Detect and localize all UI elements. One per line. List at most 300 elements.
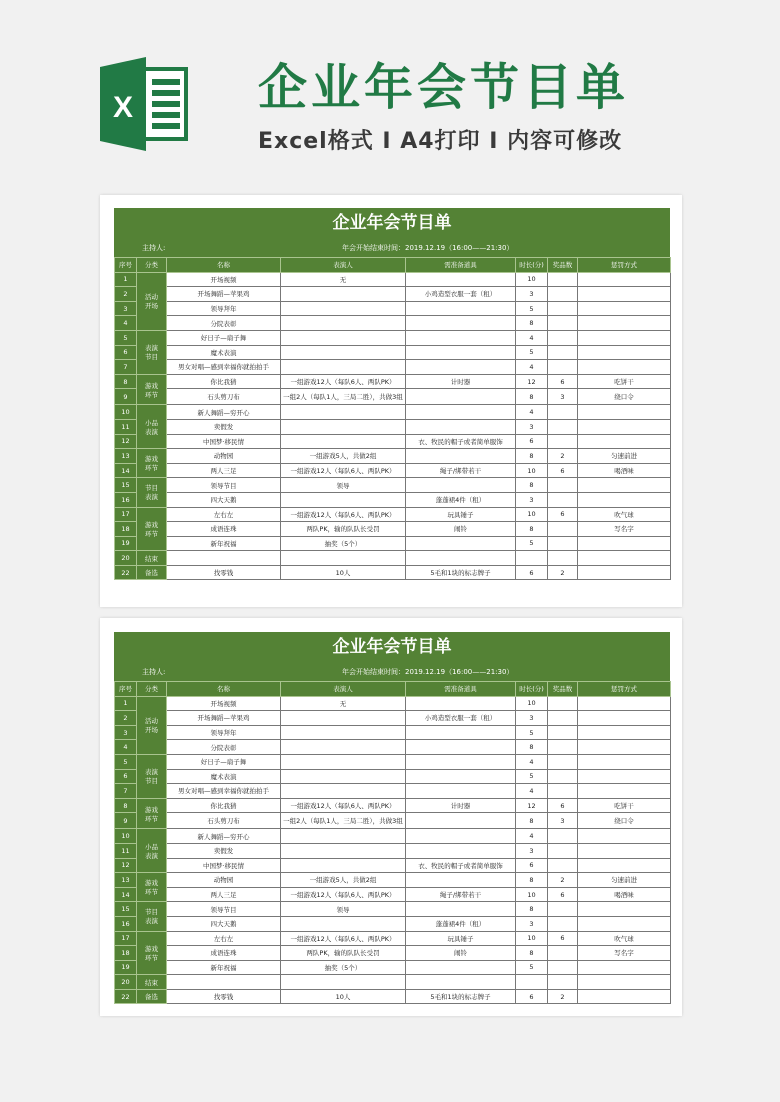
table-cell[interactable]: 蓬蓬裙4件（租） <box>406 492 516 507</box>
table-cell[interactable] <box>548 551 578 566</box>
row-number: 9 <box>115 389 137 405</box>
row-number: 2 <box>115 711 137 726</box>
table-cell[interactable]: 5 <box>516 536 548 551</box>
row-number: 19 <box>115 536 137 551</box>
table-cell[interactable] <box>281 434 406 449</box>
table-cell[interactable]: 10 <box>516 272 548 287</box>
table-cell[interactable]: 两人三足 <box>167 887 281 902</box>
table-cell[interactable]: 匀速前进 <box>578 449 671 464</box>
row-number: 6 <box>115 769 137 784</box>
table-row <box>115 565 671 580</box>
table-cell[interactable] <box>406 829 516 844</box>
table-cell[interactable]: 卖假发 <box>167 843 281 858</box>
event-time: 年会开始结束时间：2019.12.19（16:00——21:30） <box>342 668 514 676</box>
table-cell[interactable]: 新年祝福 <box>167 536 281 551</box>
table-cell[interactable] <box>578 360 671 375</box>
table-cell[interactable] <box>406 478 516 493</box>
table-cell[interactable] <box>281 975 406 990</box>
table-cell[interactable]: 抽奖（5个） <box>281 536 406 551</box>
table-cell[interactable]: 找零钱 <box>167 989 281 1004</box>
category-label: 表演 <box>145 851 158 860</box>
table-cell[interactable] <box>406 696 516 711</box>
table-cell[interactable]: 6 <box>516 434 548 449</box>
table-cell[interactable] <box>406 345 516 360</box>
table-cell[interactable] <box>578 330 671 345</box>
table-cell[interactable]: 无 <box>281 696 406 711</box>
table-cell[interactable] <box>578 858 671 873</box>
table-cell[interactable]: 新人舞蹈—穷开心 <box>167 405 281 420</box>
table-cell[interactable]: 8 <box>516 813 548 829</box>
table-cell[interactable] <box>578 478 671 493</box>
table-cell[interactable]: 一组游戏12人（每队6人、两队PK） <box>281 463 406 478</box>
table-cell[interactable] <box>578 725 671 740</box>
table-cell[interactable] <box>578 287 671 302</box>
table-cell[interactable]: 玩具锤子 <box>406 931 516 946</box>
table-cell[interactable]: 8 <box>516 873 548 888</box>
table-cell[interactable]: 四大天鹅 <box>167 492 281 507</box>
table-cell[interactable]: 10 <box>516 887 548 902</box>
table-cell[interactable]: 领导节目 <box>167 902 281 917</box>
table-cell[interactable] <box>578 740 671 755</box>
table-cell[interactable] <box>578 536 671 551</box>
table-cell[interactable] <box>281 843 406 858</box>
table-cell[interactable]: 两队PK，输的队队长受罚 <box>281 946 406 961</box>
table-cell[interactable]: 3 <box>548 389 578 405</box>
table-cell[interactable] <box>281 301 406 316</box>
table-cell[interactable] <box>406 754 516 769</box>
table-cell[interactable] <box>548 492 578 507</box>
table-cell[interactable]: 石头剪刀布 <box>167 389 281 405</box>
table-row <box>115 975 671 990</box>
table-cell[interactable]: 10人 <box>281 989 406 1004</box>
table-cell[interactable]: 两队PK，输的队队长受罚 <box>281 522 406 537</box>
category-label: 环节 <box>145 953 158 962</box>
table-cell[interactable]: 中国梦·移民情 <box>167 434 281 449</box>
table-cell[interactable] <box>406 301 516 316</box>
column-header: 名称 <box>167 682 281 697</box>
table-cell[interactable]: 中国梦·移民情 <box>167 858 281 873</box>
table-cell[interactable]: 两人三足 <box>167 463 281 478</box>
table-cell[interactable] <box>281 740 406 755</box>
table-cell[interactable]: 一组游戏12人（每队6人、两队PK） <box>281 507 406 522</box>
column-header: 奖品数 <box>548 682 578 697</box>
table-cell[interactable]: 吃饼干 <box>578 798 671 813</box>
table-cell[interactable] <box>578 272 671 287</box>
table-cell[interactable]: 一组2人（每队1人，三局二胜），共做3组 <box>281 389 406 405</box>
table-cell[interactable]: 12 <box>516 798 548 813</box>
table-cell[interactable]: 2 <box>548 989 578 1004</box>
table-cell[interactable] <box>406 902 516 917</box>
table-cell[interactable]: 6 <box>548 931 578 946</box>
table-cell[interactable]: 衣、牧民的帽子或者简单服饰 <box>406 434 516 449</box>
table-cell[interactable]: 魔术表演 <box>167 345 281 360</box>
table-cell[interactable] <box>578 345 671 360</box>
table-cell[interactable] <box>281 784 406 799</box>
table-cell[interactable]: 动物园 <box>167 873 281 888</box>
table-cell[interactable] <box>548 536 578 551</box>
table-cell[interactable] <box>548 287 578 302</box>
table-cell[interactable] <box>406 740 516 755</box>
table-cell[interactable] <box>548 419 578 434</box>
table-cell[interactable]: 好日子—扇子舞 <box>167 330 281 345</box>
table-cell[interactable] <box>167 975 281 990</box>
table-cell[interactable] <box>548 522 578 537</box>
table-cell[interactable]: 2 <box>548 565 578 580</box>
table-cell[interactable] <box>406 405 516 420</box>
table-cell[interactable] <box>281 316 406 331</box>
table-cell[interactable] <box>548 696 578 711</box>
table-cell[interactable] <box>281 858 406 873</box>
table-cell[interactable]: 绳子/绑带若干 <box>406 887 516 902</box>
row-number: 15 <box>115 478 137 493</box>
table-cell[interactable]: 成语连珠 <box>167 946 281 961</box>
table-cell[interactable] <box>406 843 516 858</box>
table-cell[interactable] <box>548 975 578 990</box>
table-cell[interactable]: 绕口令 <box>578 813 671 829</box>
table-cell[interactable]: 3 <box>516 711 548 726</box>
table-cell[interactable]: 新人舞蹈—穷开心 <box>167 829 281 844</box>
table-cell[interactable] <box>516 975 548 990</box>
category-label: 环节 <box>145 529 158 538</box>
table-cell[interactable] <box>578 754 671 769</box>
table-cell[interactable] <box>548 960 578 975</box>
table-cell[interactable]: 10 <box>516 696 548 711</box>
category-label: 表演 <box>145 427 158 436</box>
row-number: 4 <box>115 740 137 755</box>
table-cell[interactable]: 4 <box>516 360 548 375</box>
table-cell[interactable] <box>281 492 406 507</box>
table-cell[interactable] <box>406 873 516 888</box>
table-cell[interactable] <box>578 551 671 566</box>
table-cell[interactable] <box>548 316 578 331</box>
table-cell[interactable] <box>548 725 578 740</box>
table-cell[interactable]: 10 <box>516 463 548 478</box>
table-cell[interactable] <box>281 345 406 360</box>
table-cell[interactable] <box>406 419 516 434</box>
table-cell[interactable]: 8 <box>516 389 548 405</box>
table-cell[interactable]: 一组游戏12人（每队6人、两队PK） <box>281 931 406 946</box>
table-cell[interactable]: 卖假发 <box>167 419 281 434</box>
category-label: 结束 <box>145 554 158 563</box>
table-cell[interactable]: 4 <box>516 829 548 844</box>
table-cell[interactable] <box>548 301 578 316</box>
table-cell[interactable] <box>578 696 671 711</box>
table-cell[interactable]: 新年祝福 <box>167 960 281 975</box>
table-cell[interactable]: 绕口令 <box>578 389 671 405</box>
table-cell[interactable] <box>406 551 516 566</box>
table-cell[interactable]: 你比我猜 <box>167 798 281 813</box>
table-cell[interactable] <box>578 843 671 858</box>
table-cell[interactable] <box>548 711 578 726</box>
row-number: 1 <box>115 696 137 711</box>
table-row <box>115 696 671 711</box>
table-cell[interactable] <box>578 565 671 580</box>
table-cell[interactable]: 一组2人（每队1人，三局二胜），共做3组 <box>281 813 406 829</box>
table-cell[interactable]: 一组游戏12人（每队6人、两队PK） <box>281 887 406 902</box>
table-cell[interactable] <box>578 975 671 990</box>
table-cell[interactable] <box>281 829 406 844</box>
table-cell[interactable] <box>548 434 578 449</box>
category-label: 游戏 <box>145 381 158 390</box>
table-cell[interactable] <box>548 345 578 360</box>
row-number: 16 <box>115 916 137 931</box>
table-cell[interactable] <box>548 272 578 287</box>
table-cell[interactable] <box>548 740 578 755</box>
table-row <box>115 374 671 389</box>
table-cell[interactable]: 衣、牧民的帽子或者简单服饰 <box>406 858 516 873</box>
table-cell[interactable] <box>548 784 578 799</box>
table-cell[interactable]: 左右左 <box>167 507 281 522</box>
table-cell[interactable] <box>406 389 516 405</box>
table-cell[interactable]: 3 <box>516 916 548 931</box>
category-label: 活动 <box>145 717 158 726</box>
table-row <box>115 916 671 931</box>
table-cell[interactable] <box>406 725 516 740</box>
table-cell[interactable]: 3 <box>548 813 578 829</box>
row-number: 13 <box>115 449 137 464</box>
row-number: 12 <box>115 434 137 449</box>
table-cell[interactable]: 吹气球 <box>578 931 671 946</box>
table-cell[interactable] <box>281 287 406 302</box>
table-cell[interactable]: 四大天鹅 <box>167 916 281 931</box>
table-cell[interactable]: 4 <box>516 784 548 799</box>
table-cell[interactable]: 6 <box>548 507 578 522</box>
table-cell[interactable]: 10 <box>516 507 548 522</box>
table-cell[interactable]: 一组游戏5人，共做2组 <box>281 449 406 464</box>
table-cell[interactable]: 8 <box>516 946 548 961</box>
table-cell[interactable]: 8 <box>516 316 548 331</box>
table-cell[interactable]: 开场视频 <box>167 696 281 711</box>
table-cell[interactable]: 蓬蓬裙4件（租） <box>406 916 516 931</box>
table-cell[interactable] <box>406 536 516 551</box>
table-cell[interactable] <box>548 478 578 493</box>
table-cell[interactable] <box>578 492 671 507</box>
table-cell[interactable] <box>281 330 406 345</box>
table-cell[interactable]: 12 <box>516 374 548 389</box>
table-cell[interactable] <box>281 405 406 420</box>
table-cell[interactable]: 开场视频 <box>167 272 281 287</box>
table-cell[interactable]: 6 <box>516 858 548 873</box>
table-cell[interactable] <box>578 989 671 1004</box>
table-cell[interactable] <box>578 316 671 331</box>
table-cell[interactable]: 6 <box>516 989 548 1004</box>
table-cell[interactable]: 小鸡造型衣服一套（租） <box>406 287 516 302</box>
table-cell[interactable]: 左右左 <box>167 931 281 946</box>
table-cell[interactable] <box>516 551 548 566</box>
row-number: 17 <box>115 507 137 522</box>
table-cell[interactable] <box>578 916 671 931</box>
table-cell[interactable] <box>578 434 671 449</box>
row-number: 13 <box>115 873 137 888</box>
table-cell[interactable]: 2 <box>548 449 578 464</box>
column-header: 表演人 <box>281 682 406 697</box>
table-cell[interactable] <box>281 551 406 566</box>
table-cell[interactable]: 你比我猜 <box>167 374 281 389</box>
table-cell[interactable] <box>548 916 578 931</box>
table-cell[interactable]: 5毛和1块的标志牌子 <box>406 989 516 1004</box>
table-cell[interactable]: 找零钱 <box>167 565 281 580</box>
table-cell[interactable]: 3 <box>516 419 548 434</box>
category-cell <box>137 449 167 478</box>
table-cell[interactable]: 10人 <box>281 565 406 580</box>
table-cell[interactable] <box>406 975 516 990</box>
table-cell[interactable] <box>578 419 671 434</box>
table-cell[interactable]: 一组游戏12人（每队6人、两队PK） <box>281 374 406 389</box>
table-row <box>115 301 671 316</box>
table-cell[interactable]: 绳子/绑带若干 <box>406 463 516 478</box>
table-cell[interactable]: 领导拜年 <box>167 725 281 740</box>
table-cell[interactable]: 魔术表演 <box>167 769 281 784</box>
table-cell[interactable] <box>406 960 516 975</box>
table-cell[interactable]: 吹气球 <box>578 507 671 522</box>
table-cell[interactable]: 吃饼干 <box>578 374 671 389</box>
table-cell[interactable]: 3 <box>516 287 548 302</box>
table-cell[interactable]: 6 <box>548 463 578 478</box>
row-number: 4 <box>115 316 137 331</box>
table-cell[interactable]: 6 <box>548 887 578 902</box>
table-cell[interactable]: 石头剪刀布 <box>167 813 281 829</box>
table-cell[interactable] <box>548 769 578 784</box>
table-cell[interactable]: 分院表彰 <box>167 316 281 331</box>
table-cell[interactable]: 开场舞蹈—苹果鸡 <box>167 711 281 726</box>
table-cell[interactable] <box>548 843 578 858</box>
category-label: 备选 <box>145 569 158 578</box>
table-cell[interactable]: 男女对唱—感到幸福你就拍拍手 <box>167 360 281 375</box>
table-cell[interactable] <box>578 960 671 975</box>
table-cell[interactable]: 4 <box>516 754 548 769</box>
table-cell[interactable] <box>281 360 406 375</box>
table-cell[interactable]: 6 <box>516 565 548 580</box>
table-cell[interactable] <box>281 711 406 726</box>
table-cell[interactable]: 6 <box>548 798 578 813</box>
table-cell[interactable]: 5 <box>516 725 548 740</box>
table-row <box>115 287 671 302</box>
table-cell[interactable] <box>578 301 671 316</box>
category-cell <box>137 478 167 507</box>
table-cell[interactable]: 写名字 <box>578 522 671 537</box>
table-cell[interactable]: 8 <box>516 449 548 464</box>
table-cell[interactable] <box>548 829 578 844</box>
table-cell[interactable] <box>548 405 578 420</box>
table-cell[interactable]: 开场舞蹈—苹果鸡 <box>167 287 281 302</box>
table-cell[interactable]: 喝酒味 <box>578 887 671 902</box>
table-row <box>115 405 671 420</box>
table-cell[interactable] <box>406 449 516 464</box>
table-cell[interactable] <box>548 360 578 375</box>
table-cell[interactable]: 领导拜年 <box>167 301 281 316</box>
table-cell[interactable] <box>406 360 516 375</box>
table-cell[interactable]: 闹铃 <box>406 946 516 961</box>
table-cell[interactable]: 4 <box>516 330 548 345</box>
table-cell[interactable]: 抽奖（5个） <box>281 960 406 975</box>
table-row <box>115 360 671 375</box>
table-cell[interactable] <box>281 769 406 784</box>
table-cell[interactable]: 5 <box>516 769 548 784</box>
table-cell[interactable] <box>406 316 516 331</box>
table-cell[interactable]: 2 <box>548 873 578 888</box>
table-cell[interactable]: 10 <box>516 931 548 946</box>
table-cell[interactable]: 写名字 <box>578 946 671 961</box>
row-number: 6 <box>115 345 137 360</box>
table-row <box>115 989 671 1004</box>
table-cell[interactable] <box>406 769 516 784</box>
table-row <box>115 522 671 537</box>
table-cell[interactable] <box>406 330 516 345</box>
table-cell[interactable]: 8 <box>516 902 548 917</box>
table-cell[interactable]: 一组游戏5人，共做2组 <box>281 873 406 888</box>
program-table <box>114 257 671 580</box>
table-cell[interactable] <box>578 405 671 420</box>
table-cell[interactable]: 5毛和1块的标志牌子 <box>406 565 516 580</box>
table-cell[interactable] <box>548 902 578 917</box>
table-row <box>115 345 671 360</box>
table-cell[interactable] <box>406 784 516 799</box>
category-cell <box>137 754 167 798</box>
table-cell[interactable] <box>578 711 671 726</box>
row-number: 3 <box>115 725 137 740</box>
table-cell[interactable]: 闹铃 <box>406 522 516 537</box>
table-cell[interactable]: 匀速前进 <box>578 873 671 888</box>
table-cell[interactable]: 6 <box>548 374 578 389</box>
table-cell[interactable] <box>167 551 281 566</box>
table-cell[interactable] <box>281 419 406 434</box>
table-cell[interactable]: 无 <box>281 272 406 287</box>
table-cell[interactable]: 3 <box>516 843 548 858</box>
table-cell[interactable]: 分院表彰 <box>167 740 281 755</box>
table-cell[interactable]: 3 <box>516 492 548 507</box>
table-cell[interactable]: 8 <box>516 478 548 493</box>
table-cell[interactable] <box>406 813 516 829</box>
table-cell[interactable]: 玩具锤子 <box>406 507 516 522</box>
category-label: 开场 <box>145 726 158 735</box>
table-cell[interactable] <box>578 784 671 799</box>
row-number: 12 <box>115 858 137 873</box>
table-cell[interactable]: 8 <box>516 740 548 755</box>
table-cell[interactable] <box>281 725 406 740</box>
table-cell[interactable] <box>548 330 578 345</box>
table-cell[interactable] <box>406 272 516 287</box>
table-cell[interactable]: 一组游戏12人（每队6人、两队PK） <box>281 798 406 813</box>
table-cell[interactable]: 好日子—扇子舞 <box>167 754 281 769</box>
table-cell[interactable]: 领导 <box>281 478 406 493</box>
table-cell[interactable]: 小鸡造型衣服一套（租） <box>406 711 516 726</box>
table-cell[interactable]: 计时器 <box>406 374 516 389</box>
table-cell[interactable]: 领导 <box>281 902 406 917</box>
table-cell[interactable]: 领导节目 <box>167 478 281 493</box>
table-cell[interactable]: 5 <box>516 301 548 316</box>
table-cell[interactable] <box>578 769 671 784</box>
table-cell[interactable]: 5 <box>516 960 548 975</box>
table-cell[interactable] <box>548 946 578 961</box>
table-cell[interactable]: 男女对唱—感到幸福你就拍拍手 <box>167 784 281 799</box>
table-cell[interactable]: 成语连珠 <box>167 522 281 537</box>
column-header: 序号 <box>115 258 137 273</box>
table-cell[interactable]: 5 <box>516 345 548 360</box>
table-row <box>115 740 671 755</box>
table-cell[interactable] <box>578 902 671 917</box>
table-cell[interactable]: 计时器 <box>406 798 516 813</box>
table-cell[interactable] <box>548 754 578 769</box>
table-cell[interactable]: 8 <box>516 522 548 537</box>
table-cell[interactable]: 喝酒味 <box>578 463 671 478</box>
table-cell[interactable]: 动物园 <box>167 449 281 464</box>
table-cell[interactable]: 4 <box>516 405 548 420</box>
table-cell[interactable] <box>578 829 671 844</box>
table-cell[interactable] <box>548 858 578 873</box>
table-cell[interactable] <box>281 754 406 769</box>
table-cell[interactable] <box>281 916 406 931</box>
table-row <box>115 769 671 784</box>
